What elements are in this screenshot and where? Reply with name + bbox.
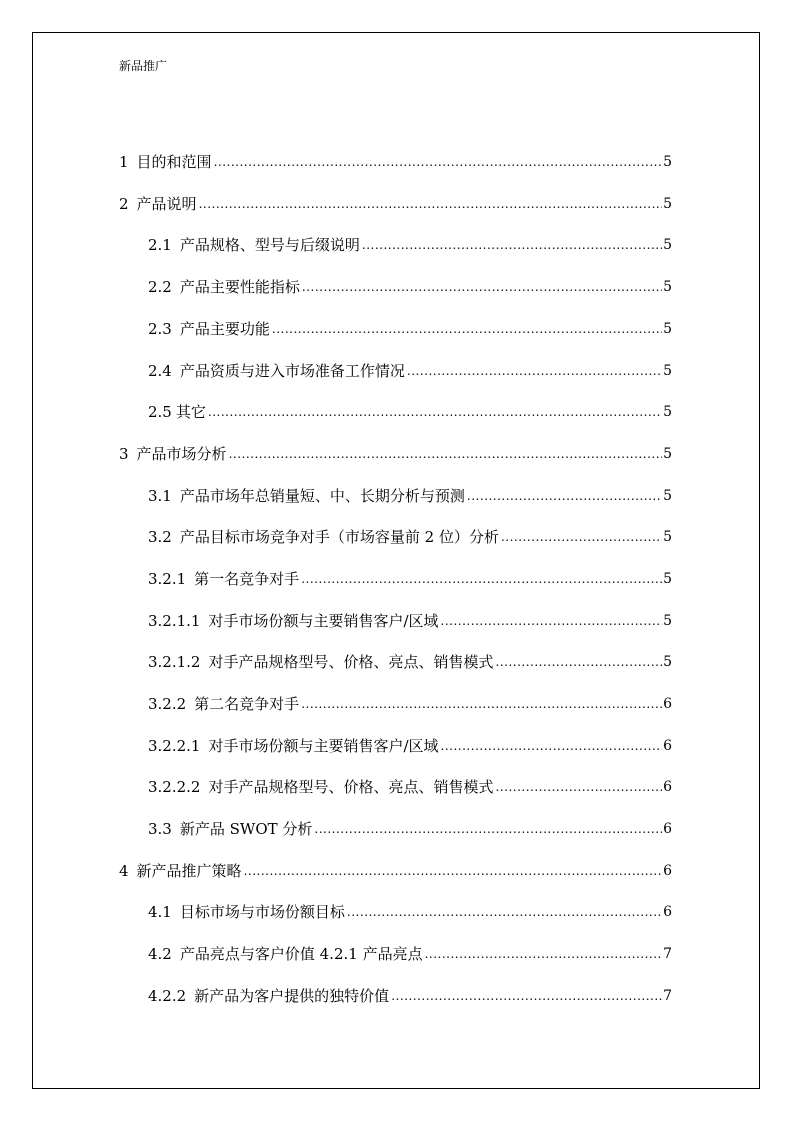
toc-dot-leader (362, 239, 662, 251)
toc-dot-leader (425, 948, 663, 960)
toc-dot-leader (208, 406, 662, 418)
toc-entry-number: 4.2.2 (148, 987, 187, 1005)
toc-entry-page: 5 (663, 154, 672, 170)
toc-dot-leader (199, 198, 663, 210)
toc-entry-page: 5 (663, 279, 672, 295)
toc-entry-title: 目的和范围 (136, 153, 212, 171)
toc-entry-number: 3.2 (148, 528, 172, 546)
toc-entry-4-1[interactable] (148, 898, 672, 922)
toc-entry-4[interactable] (119, 857, 672, 881)
toc-entry-number: 3.2.2 (148, 695, 187, 713)
toc-dot-leader (496, 656, 663, 668)
toc-entry-4-2-2[interactable] (148, 982, 672, 1006)
toc-dot-leader (467, 490, 662, 502)
toc-entry-2-1[interactable] (148, 231, 672, 255)
toc-entry-number: 3.1 (148, 487, 172, 505)
toc-entry-number: 2.5 (148, 403, 172, 421)
toc-entry-title: 产品主要功能 (179, 320, 270, 338)
toc-entry-3-2-1-1[interactable] (148, 607, 672, 631)
toc-entry-number: 3.2.2.2 (148, 778, 201, 796)
toc-dot-leader (314, 823, 662, 835)
toc-entry-title: 对手市场份额与主要销售客户/区域 (208, 737, 439, 755)
toc-entry-number: 4.1 (148, 903, 172, 921)
toc-entry-3-3[interactable] (148, 815, 672, 839)
toc-entry-title: 对手产品规格型号、价格、亮点、销售模式 (208, 778, 494, 796)
toc-dot-leader (302, 281, 662, 293)
toc-entry-title: 第二名竞争对手 (194, 695, 300, 713)
toc-entry-3-2-2[interactable] (148, 690, 672, 714)
toc-entry-1[interactable] (119, 148, 672, 172)
toc-entry-number: 3.2.1 (148, 570, 187, 588)
toc-entry-title: 新产品 SWOT 分析 (179, 820, 313, 838)
toc-entry-page: 6 (663, 904, 672, 920)
toc-entry-page: 5 (663, 488, 672, 504)
toc-entry-page: 6 (663, 696, 672, 712)
toc-dot-leader (301, 573, 662, 585)
toc-dot-leader (301, 698, 662, 710)
toc-dot-leader (441, 615, 663, 627)
toc-entry-page: 7 (663, 988, 672, 1004)
toc-dot-leader (391, 990, 662, 1002)
toc-entry-title: 对手产品规格型号、价格、亮点、销售模式 (208, 653, 494, 671)
toc-entry-3-2-1[interactable] (148, 565, 672, 589)
toc-entry-2-4[interactable] (148, 357, 672, 381)
toc-entry-title: 其它 (175, 403, 206, 421)
toc-entry-page: 5 (663, 571, 672, 587)
toc-entry-title: 产品主要性能指标 (179, 278, 300, 296)
toc-entry-3-2-1-2[interactable] (148, 648, 672, 672)
toc-entry-number: 2.3 (148, 320, 172, 338)
toc-entry-page: 5 (663, 613, 672, 629)
toc-dot-leader (244, 865, 663, 877)
toc-entry-title: 新产品推广策略 (136, 862, 242, 880)
toc-entry-2[interactable] (119, 190, 672, 214)
toc-entry-title: 产品规格、型号与后缀说明 (179, 236, 360, 254)
toc-entry-number: 2.2 (148, 278, 172, 296)
toc-dot-leader (407, 365, 662, 377)
toc-entry-title: 产品说明 (136, 195, 197, 213)
toc-entry-page: 5 (663, 446, 672, 462)
toc-entry-title: 产品亮点与客户价值 4.2.1 产品亮点 (179, 945, 423, 963)
toc-entry-number: 3.2.1.2 (148, 653, 201, 671)
toc-entry-page: 6 (663, 863, 672, 879)
toc-entry-page: 6 (663, 738, 672, 754)
toc-entry-2-3[interactable] (148, 315, 672, 339)
toc-entry-page: 7 (663, 946, 672, 962)
toc-entry-title: 产品市场年总销量短、中、长期分析与预测 (179, 487, 465, 505)
toc-entry-3-2-2-2[interactable] (148, 773, 672, 797)
toc-entry-page: 5 (663, 237, 672, 253)
toc-entry-page: 5 (663, 529, 672, 545)
toc-entry-number: 2.1 (148, 236, 172, 254)
toc-dot-leader (214, 156, 663, 168)
toc-entry-title: 新产品为客户提供的独特价值 (194, 987, 390, 1005)
toc-entry-page: 6 (663, 779, 672, 795)
page-header: 新品推广 (119, 59, 168, 73)
toc-entry-number: 3.2.2.1 (148, 737, 201, 755)
toc-entry-number: 4.2 (148, 945, 172, 963)
toc-entry-page: 5 (663, 196, 672, 212)
toc-entry-3-2-2-1[interactable] (148, 732, 672, 756)
toc-entry-title: 产品资质与进入市场准备工作情况 (179, 362, 405, 380)
toc-entry-title: 产品市场分析 (136, 445, 227, 463)
toc-entry-number: 4 (119, 862, 129, 880)
toc-entry-number: 2.4 (148, 362, 172, 380)
toc-entry-page: 6 (663, 821, 672, 837)
toc-entry-number: 3.2.1.1 (148, 612, 201, 630)
toc-entry-number: 3.3 (148, 820, 172, 838)
toc-dot-leader (496, 781, 663, 793)
toc-entry-number: 3 (119, 445, 129, 463)
toc-entry-title: 产品目标市场竞争对手（市场容量前 2 位）分析 (179, 528, 499, 546)
toc-entry-3-2[interactable] (148, 523, 672, 547)
toc-entry-2-2[interactable] (148, 273, 672, 297)
toc-entry-page: 5 (663, 404, 672, 420)
toc-entry-title: 目标市场与市场份额目标 (179, 903, 345, 921)
toc-entry-2-5[interactable] (148, 398, 672, 422)
toc-dot-leader (229, 448, 663, 460)
toc-entry-3[interactable] (119, 440, 672, 464)
toc-entry-page: 5 (663, 321, 672, 337)
toc-entry-title: 对手市场份额与主要销售客户/区域 (208, 612, 439, 630)
toc-entry-number: 2 (119, 195, 129, 213)
toc-dot-leader (347, 906, 662, 918)
toc-entry-4-2[interactable] (148, 940, 672, 964)
toc-dot-leader (272, 323, 662, 335)
toc-entry-page: 5 (663, 363, 672, 379)
toc-entry-number: 1 (119, 153, 129, 171)
toc-dot-leader (441, 740, 663, 752)
toc-entry-title: 第一名竞争对手 (194, 570, 300, 588)
toc-entry-page: 5 (663, 654, 672, 670)
toc-dot-leader (501, 531, 662, 543)
toc-entry-3-1[interactable] (148, 482, 672, 506)
